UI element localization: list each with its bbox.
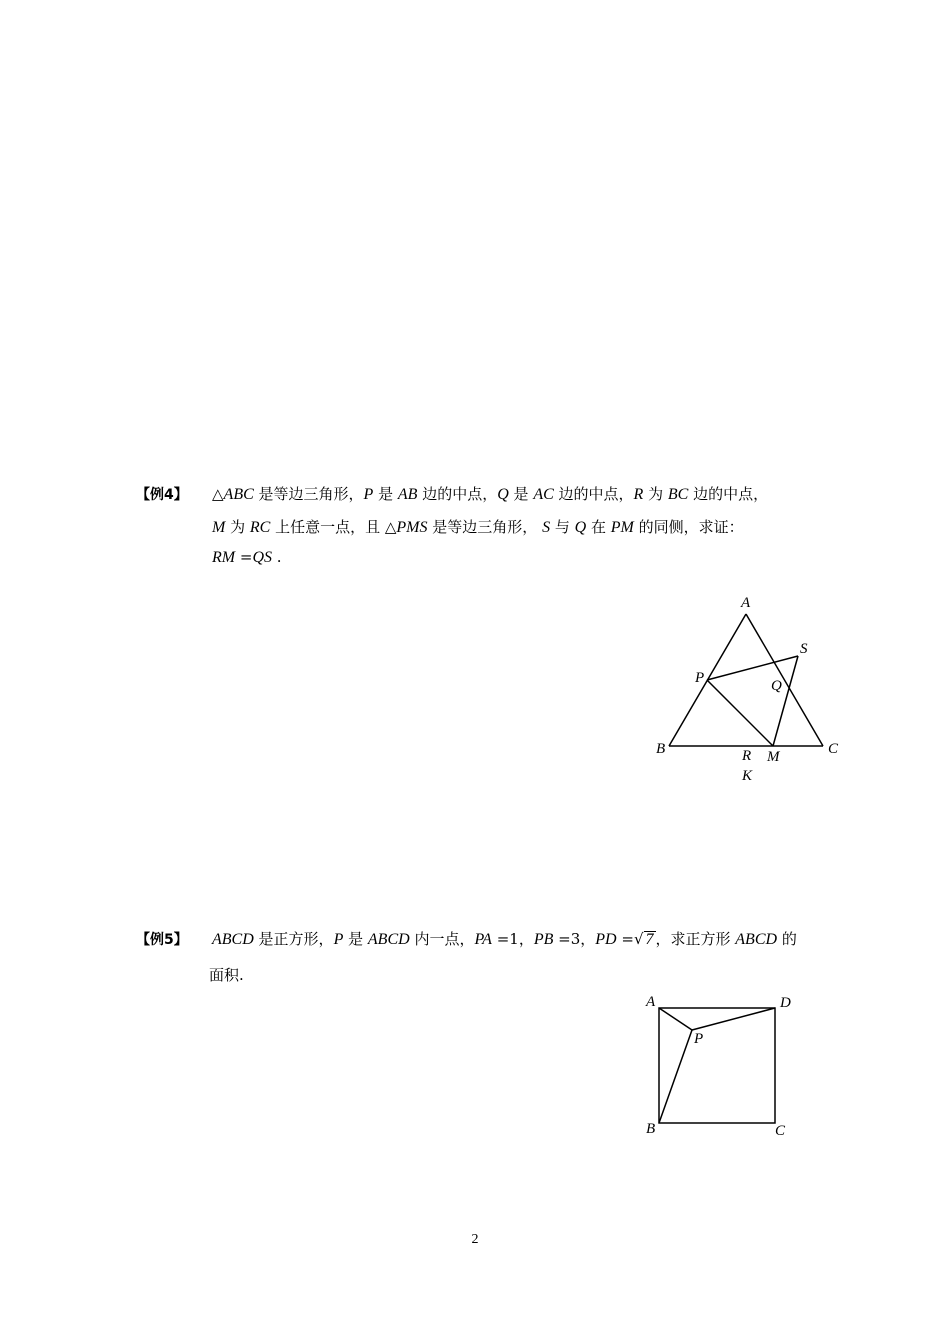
- text: 的: [777, 930, 797, 948]
- math-s: S: [542, 519, 551, 536]
- triangle-symbol: △: [212, 485, 224, 503]
- text: 是: [373, 485, 398, 503]
- text: 是: [508, 485, 534, 503]
- math-q: Q: [497, 486, 509, 503]
- label-m: M: [767, 749, 780, 765]
- text: 的同侧，求证：: [633, 518, 744, 536]
- text: 与: [550, 518, 575, 536]
- example-5-figure: [640, 990, 800, 1140]
- example-5-tag: 【例5】: [136, 932, 188, 948]
- example-4-line-2: [212, 516, 744, 537]
- math-rm: RM: [212, 549, 236, 566]
- text: ，求正方形: [655, 930, 736, 948]
- math-abcd: ABCD: [212, 931, 254, 948]
- example-4-line-1: [212, 483, 768, 504]
- text: 为: [225, 518, 250, 536]
- label-p: P: [694, 1031, 704, 1047]
- math-p: P: [333, 931, 344, 948]
- math-ac: AC: [533, 486, 554, 503]
- sqrt-sign: √: [633, 930, 644, 948]
- math-ab: AB: [397, 486, 418, 503]
- text: 为: [643, 485, 668, 503]
- math-p: P: [363, 486, 374, 503]
- text: 是: [343, 930, 368, 948]
- text: 在: [586, 518, 611, 536]
- label-k: K: [742, 768, 753, 784]
- math-pms: PMS: [396, 519, 428, 536]
- math-m: M: [212, 519, 226, 536]
- math-abc: ABC: [223, 486, 254, 503]
- label-s: S: [800, 641, 808, 657]
- text: =1，: [491, 930, 534, 948]
- segment-pm: [707, 680, 773, 746]
- text: =: [235, 548, 253, 566]
- math-bc: BC: [667, 486, 689, 503]
- text: =: [616, 930, 634, 948]
- segment-ac: [746, 614, 823, 746]
- text: 面积.: [209, 966, 244, 984]
- label-p: P: [695, 670, 705, 686]
- label-b: B: [656, 741, 666, 757]
- text: =3，: [553, 930, 596, 948]
- radicand: 7: [645, 931, 654, 948]
- example-4-figure: [640, 588, 860, 788]
- text: .: [272, 548, 282, 566]
- text: 上任意一点，且 △: [270, 518, 397, 536]
- square-abcd: [659, 1008, 775, 1123]
- label-a: A: [741, 595, 751, 611]
- example-4-tag: 【例4】: [136, 487, 188, 503]
- example-5-line-1: [212, 928, 797, 949]
- math-r: R: [633, 486, 644, 503]
- segment-pb: [659, 1030, 692, 1123]
- label-r: R: [742, 748, 752, 764]
- label-q: Q: [771, 678, 782, 694]
- math-pd: PD: [595, 931, 617, 948]
- math-abcd: ABCD: [735, 931, 778, 948]
- label-a: A: [646, 994, 656, 1010]
- segment-pd: [692, 1008, 775, 1030]
- label-c: C: [775, 1123, 786, 1139]
- label-b: B: [646, 1121, 656, 1137]
- text: 是等边三角形，: [253, 485, 364, 503]
- math-abcd: ABCD: [367, 931, 410, 948]
- page-number: 2: [471, 1232, 479, 1247]
- math-pa: PA: [474, 931, 492, 948]
- math-pm: PM: [610, 519, 634, 536]
- example-4-line-3: [212, 548, 282, 567]
- example-5-line-2: [209, 964, 244, 985]
- text: 是等边三角形，: [427, 518, 543, 536]
- math-q: Q: [574, 519, 587, 536]
- text: 是正方形，: [253, 930, 334, 948]
- text: 内一点，: [409, 930, 475, 948]
- text: 边的中点，: [553, 485, 634, 503]
- segment-ms: [773, 656, 798, 746]
- text: 边的中点，: [688, 485, 769, 503]
- segment-pa: [659, 1008, 692, 1030]
- text: 边的中点，: [417, 485, 498, 503]
- math-qs: QS: [252, 549, 273, 566]
- math-pb: PB: [533, 931, 554, 948]
- label-c: C: [828, 741, 839, 757]
- segment-ps: [707, 656, 798, 680]
- label-d: D: [780, 995, 791, 1011]
- math-rc: RC: [249, 519, 271, 536]
